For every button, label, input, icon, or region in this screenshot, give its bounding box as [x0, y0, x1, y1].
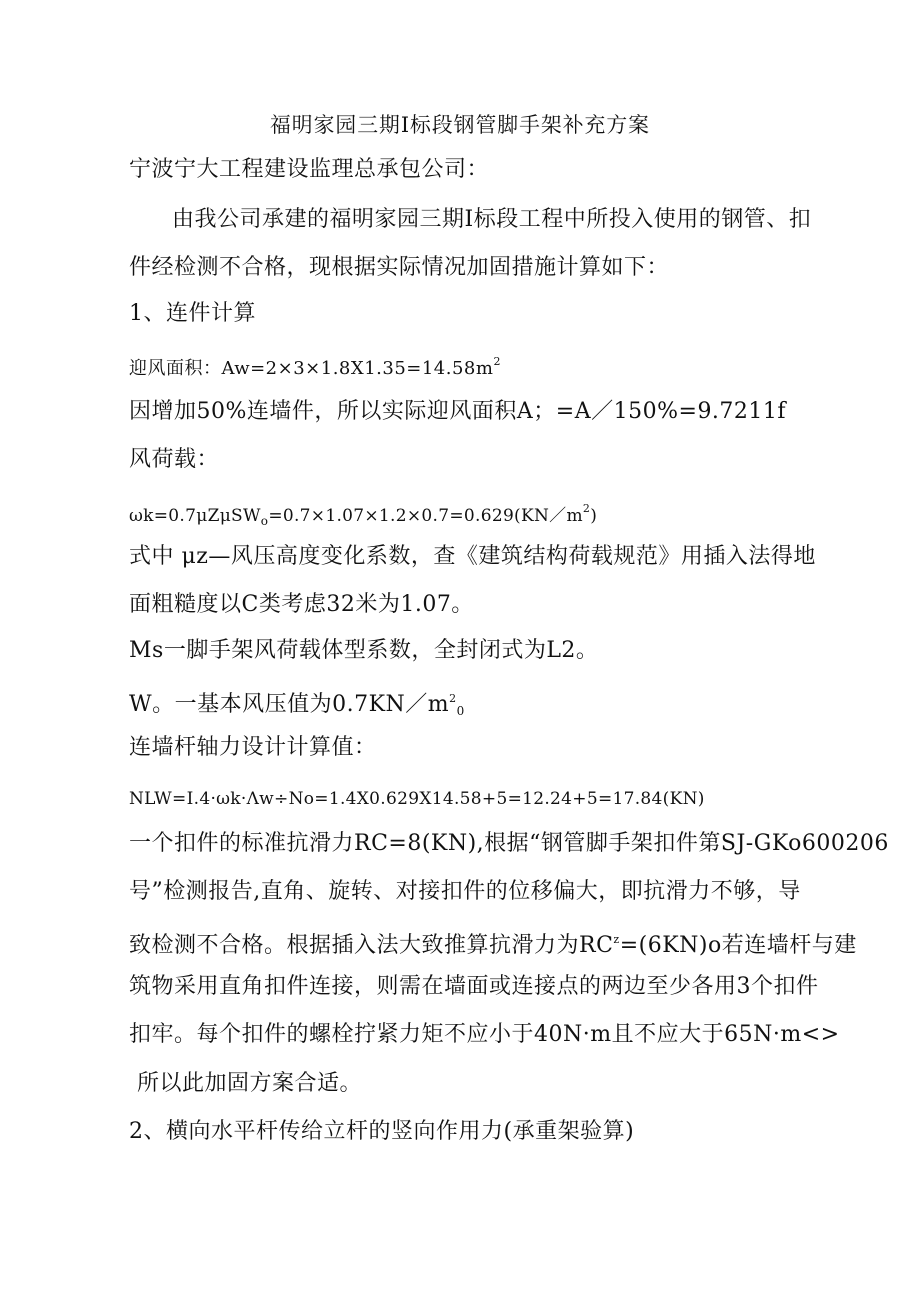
muz-line-1: 式中 μz—风压高度变化系数，查《建筑结构荷载规范》用插入法得地 — [129, 544, 816, 569]
wk-formula-part-3: ) — [590, 506, 598, 526]
nlw-formula: NLW=I.4·ωk·Λw÷No=1.4X0.629X14.58+5=12.24+5=17.84(KN) — [129, 789, 705, 809]
area-unit-superscript: 2 — [493, 355, 501, 368]
w0-text: W。一基本风压值为0.7KN／m — [129, 692, 450, 717]
fastener-line-1: 一个扣件的标准抗滑力RC=8(KN),根据“钢管脚手架扣件第SJ-GKo600206 — [129, 831, 889, 856]
windward-area-line — [129, 347, 501, 384]
w0-superscript: 2 — [449, 692, 457, 705]
intro-line-1: 由我公司承建的福明家园三期Ⅰ标段工程中所投入使用的钢管、扣 — [172, 207, 812, 232]
wk-formula-superscript: 2 — [582, 502, 591, 515]
windward-area-text: 迎风面积：Aw=2×3×1.8X1.35=14.58m — [129, 358, 494, 379]
conclusion: 所以此加固方案合适。 — [137, 1071, 363, 1096]
fastener-line-3-text: 致检测不合格。根据插入法大致推算抗滑力为RC — [129, 933, 614, 958]
intro-line-2: 件经检测不合格，现根据实际情况加固措施计算如下： — [129, 255, 670, 280]
wk-formula-part-2: =0.7×1.07×1.2×0.7=0.629(KN／m — [268, 506, 583, 526]
fastener-line-3 — [129, 925, 857, 961]
fastener-line-5: 扣牢。每个扣件的螺栓拧紧力矩不应小于40N·m且不应大于65N·m<> — [129, 1022, 840, 1047]
fastener-line-4: 筑物采用直角扣件连接，则需在墙面或连接点的两边至少各用3个扣件 — [129, 974, 819, 999]
tie-force-label: 连墙杆轴力设计计算值： — [129, 735, 377, 760]
wk-formula-subscript: o — [260, 514, 269, 528]
wk-formula — [129, 494, 597, 536]
fastener-line-2: 号”检测报告,直角、旋转、对接扣件的位移偏大，即抗滑力不够，导 — [129, 879, 801, 904]
fastener-line-3-rest: =(6KN)o若连墙杆与建 — [619, 933, 857, 958]
w0-line — [129, 684, 465, 726]
wind-load-label: 风荷载： — [129, 447, 220, 472]
muz-line-2: 面粗糙度以C类考虑32米为1.07。 — [129, 592, 474, 617]
document-title: 福明家园三期Ⅰ标段钢管脚手架补充方案 — [269, 113, 650, 137]
section-1-heading: 1、连件计算 — [129, 301, 256, 326]
section-2-heading: 2、横向水平杆传给立杆的竖向作用力(承重架验算) — [129, 1119, 635, 1144]
addressee: 宁波宁大工程建设监理总承包公司： — [129, 157, 490, 182]
rc-superscript: z — [613, 933, 620, 946]
w0-subscript: 0 — [456, 704, 465, 718]
wk-formula-part-1: ωk=0.7μZμSW — [129, 506, 261, 526]
added-ties-line: 因增加50%连墙件，所以实际迎风面积A；=A／150%=9.7211f — [129, 399, 787, 424]
ms-line: Ms一脚手架风荷载体型系数，全封闭式为L2。 — [129, 638, 599, 663]
